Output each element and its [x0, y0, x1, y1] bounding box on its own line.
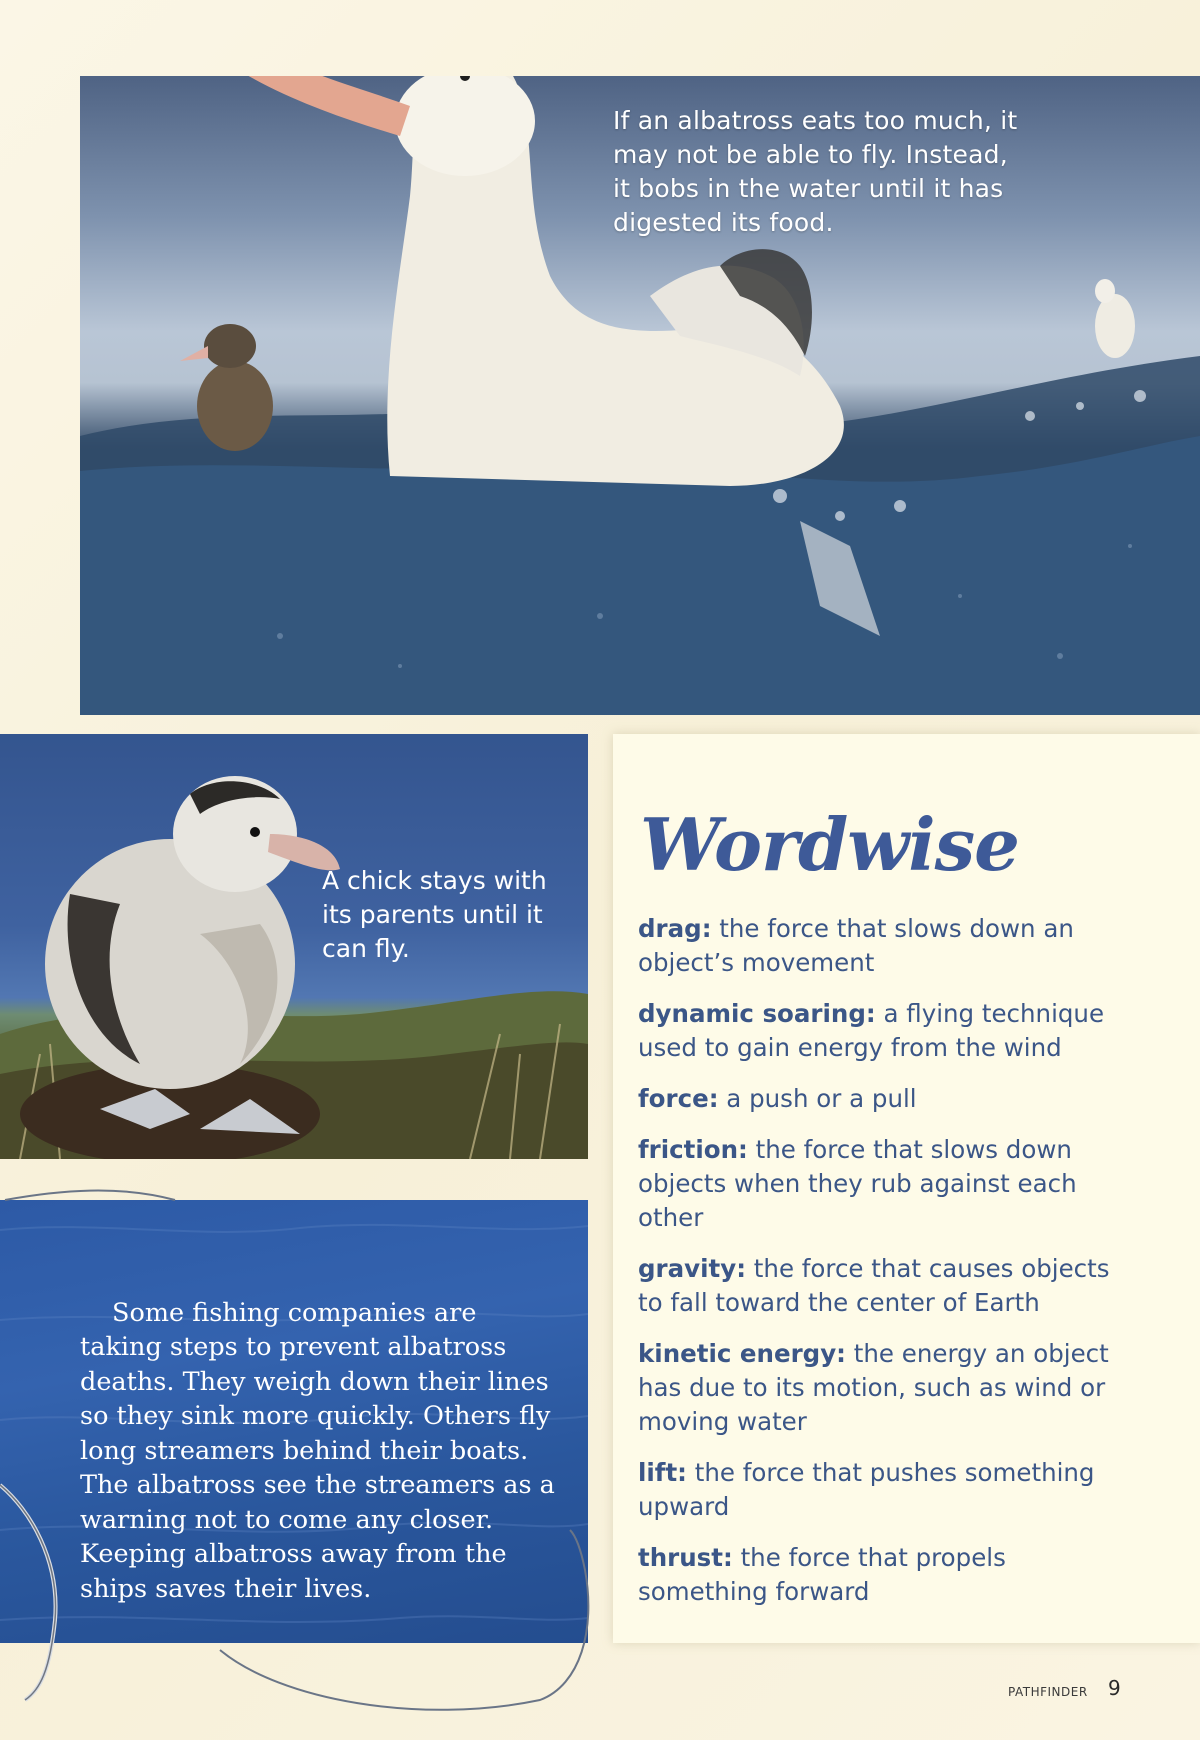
wordwise-glossary-panel: [613, 734, 1200, 1643]
glossary-definition: the force that slows down objects when they rub against each other: [638, 1135, 1077, 1232]
glossary-entry: [638, 1337, 1138, 1439]
glossary-definition: a push or a pull: [718, 1084, 917, 1113]
albatross-chick-photo: [0, 734, 588, 1159]
glossary-term: kinetic energy:: [638, 1339, 846, 1368]
glossary-entry: [638, 1133, 1138, 1235]
ocean-text-panel: [0, 1200, 588, 1643]
glossary-term: lift:: [638, 1458, 687, 1487]
glossary-definition: the force that causes objects to fall toward the center of Earth: [638, 1254, 1110, 1317]
glossary-entry: [638, 1252, 1138, 1320]
glossary-list: [638, 912, 1138, 1626]
albatross-far-right: [1095, 279, 1135, 358]
top-photo-caption: If an albatross eats too much, it may not be able to fly. Instead, it bobs in the water until it has digested its food.: [613, 106, 1018, 237]
glossary-term: friction:: [638, 1135, 748, 1164]
glossary-definition: a flying technique used to gain energy from the wind: [638, 999, 1105, 1062]
glossary-definition: the force that propels something forward: [638, 1543, 1006, 1606]
glossary-term: force:: [638, 1084, 719, 1113]
page-number: 9: [1108, 1676, 1121, 1700]
glossary-definition: the energy an object has due to its motion, such as wind or moving water: [638, 1339, 1109, 1436]
albatross-water-photo: [80, 76, 1200, 715]
glossary-definition: the force that slows down an object’s movement: [638, 914, 1074, 977]
glossary-term: gravity:: [638, 1254, 747, 1283]
glossary-definition: the force that pushes something upward: [638, 1458, 1095, 1521]
glossary-entry: [638, 1541, 1138, 1609]
glossary-term: thrust:: [638, 1543, 733, 1572]
glossary-entry: [638, 1082, 1138, 1116]
publication-name: PATHFINDER: [1008, 1685, 1088, 1699]
glossary-entry: [638, 997, 1138, 1065]
chick-photo-caption: A chick stays with its parents until it can fly.: [322, 866, 547, 963]
fishing-companies-paragraph: Some fishing companies are taking steps to prevent albatross deaths. They weigh down their lines so they sink more quickly. Others fly long streamers behind their boats. The albatross see the streamers as a warning not to come any closer. Keeping albatross away from the ships saves their lives.: [80, 1297, 555, 1604]
glossary-term: dynamic soaring:: [638, 999, 876, 1028]
wordwise-title: Wordwise: [640, 802, 1019, 887]
glossary-term: drag:: [638, 914, 712, 943]
glossary-entry: [638, 912, 1138, 980]
glossary-entry: [638, 1456, 1138, 1524]
